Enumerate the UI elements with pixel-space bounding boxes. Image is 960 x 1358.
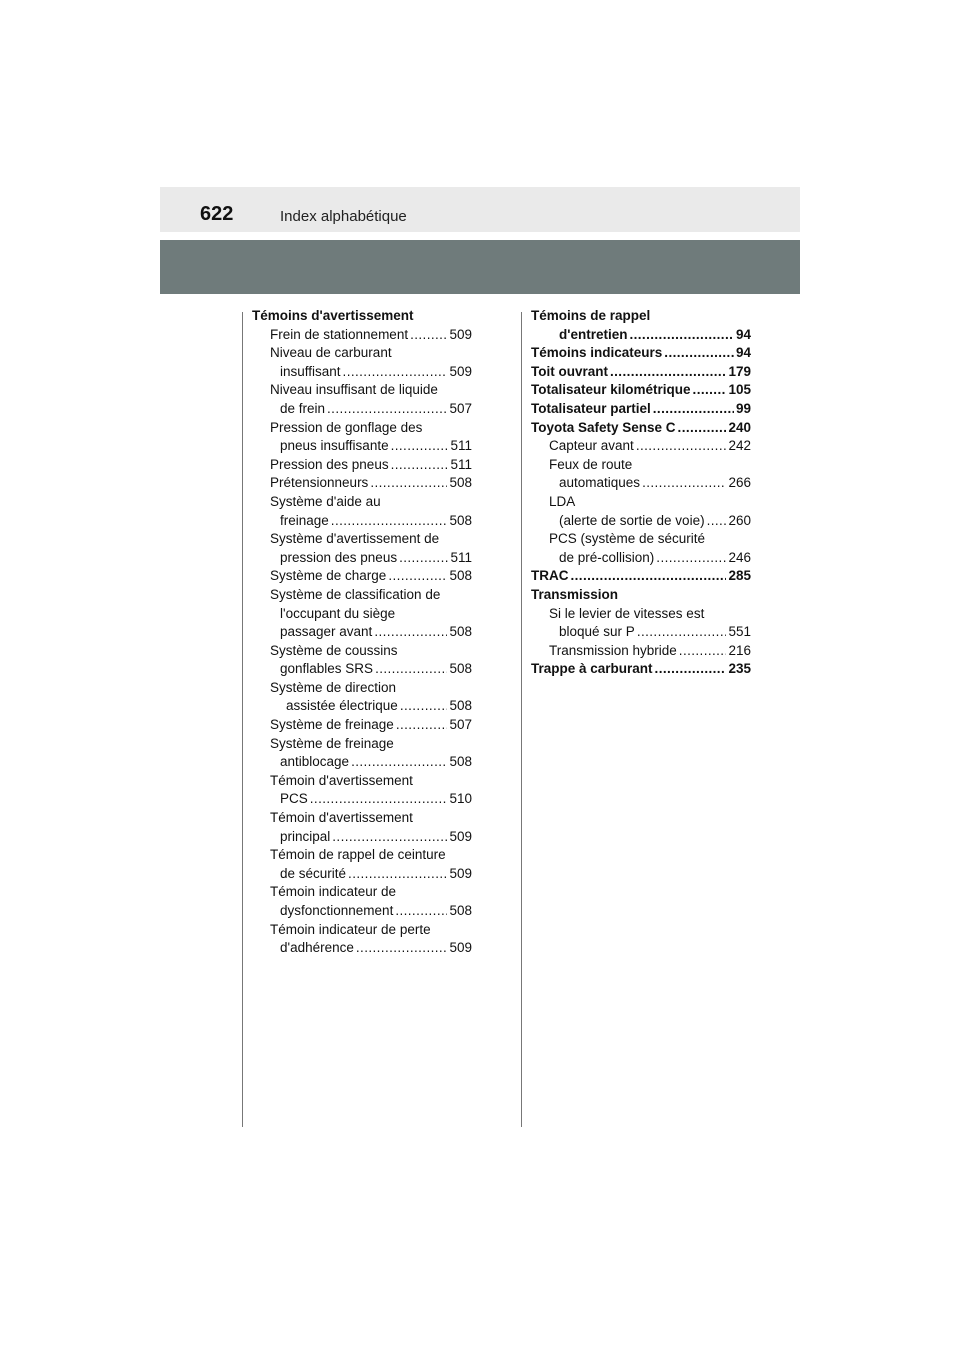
index-entry: [531, 344, 751, 363]
entry-label: Système de freinage: [270, 717, 394, 733]
dot-leader: [653, 400, 734, 419]
entry-label: Pression des pneus: [270, 456, 389, 472]
entry-page-number[interactable]: 508: [449, 698, 472, 714]
index-entry: [252, 790, 472, 809]
dot-leader: [664, 344, 734, 363]
entry-label: LDA: [549, 493, 576, 509]
index-entry: [531, 474, 751, 493]
header-band: [160, 240, 800, 294]
entry-page-number[interactable]: 509: [449, 326, 472, 342]
entry-label: pneus insuffisante: [280, 438, 389, 454]
entry-label: Système de direction: [270, 679, 397, 695]
entry-label: insuffisant: [280, 363, 341, 379]
dot-leader: [399, 549, 448, 568]
entry-label: Témoin d'avertissement: [270, 810, 413, 826]
index-entry: [252, 716, 472, 735]
index-entry: [252, 530, 472, 549]
index-entry: [252, 307, 472, 326]
entry-label: assistée électrique: [286, 698, 398, 714]
entry-page-number[interactable]: 510: [449, 791, 472, 807]
index-entry: [531, 586, 751, 605]
entry-label: pression des pneus: [280, 549, 398, 565]
index-entry: [252, 846, 472, 865]
entry-label: antiblocage: [280, 754, 350, 770]
entry-label: gonflables SRS: [280, 661, 374, 677]
entry-label: dysfonctionnement: [280, 903, 394, 918]
index-entry: [252, 679, 472, 698]
entry-label: Niveau de carburant: [270, 345, 392, 361]
index-entry: [252, 735, 472, 754]
entry-page-number[interactable]: 508: [449, 624, 472, 640]
entry-label: principal: [280, 828, 331, 844]
index-entry: [531, 456, 751, 475]
dot-leader: [343, 363, 448, 382]
index-entry: [252, 381, 472, 400]
entry-label: Système d'aide au: [270, 493, 381, 509]
dot-leader: [391, 437, 449, 456]
index-entry: [531, 381, 751, 400]
entry-label: Frein de stationnement: [270, 326, 409, 342]
dot-leader: [656, 549, 726, 568]
dot-leader: [375, 660, 447, 679]
entry-label: Témoins d'avertissement: [252, 308, 414, 323]
dot-leader: [370, 474, 447, 493]
dot-leader: [331, 512, 448, 531]
entry-page-number[interactable]: 242: [728, 438, 751, 454]
index-entry: [531, 437, 751, 456]
entry-page-number[interactable]: 99: [735, 400, 751, 416]
index-entry: [531, 326, 751, 345]
index-entry: [252, 642, 472, 661]
entry-label: TRAC: [531, 568, 569, 584]
dot-leader: [310, 790, 448, 809]
entry-label: Niveau insuffisant de liquide: [270, 382, 438, 398]
index-entry: [531, 419, 751, 438]
entry-page-number[interactable]: 260: [728, 512, 751, 528]
dot-leader: [332, 828, 447, 847]
index-entry: [252, 344, 472, 363]
entry-label: Si le levier de vitesses est: [549, 605, 705, 621]
entry-label: Système de charge: [270, 568, 387, 584]
index-entry: [252, 753, 472, 772]
entry-page-number[interactable]: 507: [449, 400, 472, 416]
entry-page-number[interactable]: 179: [728, 363, 751, 379]
index-entry: [252, 456, 472, 475]
entry-page-number[interactable]: 240: [728, 419, 751, 435]
dot-leader: [374, 623, 447, 642]
entry-page-number[interactable]: 508: [449, 754, 472, 770]
entry-page-number[interactable]: 508: [449, 512, 472, 528]
section-title: Index alphabétique: [280, 208, 407, 225]
entry-page-number[interactable]: 508: [449, 903, 472, 918]
index-entry: [252, 865, 472, 884]
entry-label: Témoin indicateur de perte: [270, 921, 431, 937]
index-entry: [531, 530, 751, 549]
entry-page-number[interactable]: 511: [450, 438, 472, 454]
entry-label: bloqué sur P: [559, 624, 635, 640]
entry-page-number[interactable]: 508: [449, 661, 472, 677]
dot-leader: [707, 512, 727, 531]
entry-label: Toit ouvrant: [531, 363, 608, 379]
index-entry: [252, 772, 472, 791]
dot-leader: [637, 623, 727, 642]
index-entry: [252, 512, 472, 531]
index-entry: [252, 400, 472, 419]
entry-label: freinage: [280, 512, 329, 528]
entry-page-number[interactable]: 511: [450, 549, 472, 565]
index-entry: [531, 400, 751, 419]
index-entry: [252, 567, 472, 586]
index-entry: [252, 474, 472, 493]
entry-page-number[interactable]: 507: [449, 717, 472, 733]
index-entry: [531, 363, 751, 382]
entry-page-number[interactable]: 94: [735, 326, 751, 342]
entry-page-number[interactable]: 216: [728, 642, 751, 658]
entry-page-number[interactable]: 285: [728, 568, 751, 584]
dot-leader: [636, 437, 727, 456]
index-entry: [252, 828, 472, 847]
entry-page-number[interactable]: 509: [449, 363, 472, 379]
index-entry: [531, 307, 751, 326]
index-entry: [252, 437, 472, 456]
index-entry: [252, 883, 472, 902]
page-number: 622: [200, 203, 234, 225]
dot-leader: [655, 660, 727, 679]
index-entry: [252, 697, 472, 716]
index-entry: [252, 660, 472, 679]
dot-leader: [679, 642, 727, 661]
dot-leader: [348, 865, 447, 884]
index-entry: [252, 586, 472, 605]
dot-leader: [610, 363, 726, 382]
dot-leader: [356, 939, 448, 958]
entry-page-number[interactable]: 509: [449, 940, 472, 956]
entry-page-number[interactable]: 509: [449, 828, 472, 844]
index-entry: [531, 605, 751, 624]
entry-label: automatiques: [559, 475, 641, 491]
index-column-right: [531, 307, 751, 679]
entry-label: Témoin de rappel de ceinture: [270, 847, 446, 863]
index-entry: [252, 363, 472, 382]
dot-leader: [388, 567, 447, 586]
entry-label: de pré-collision): [559, 549, 655, 565]
entry-page-number[interactable]: 266: [728, 475, 751, 491]
entry-label: Totalisateur kilométrique: [531, 382, 691, 398]
dot-leader: [693, 381, 727, 400]
entry-label: Témoins de rappel: [531, 308, 651, 323]
entry-page-number[interactable]: 511: [450, 456, 472, 472]
entry-label: Système de freinage: [270, 735, 394, 751]
entry-label: Prétensionneurs: [270, 475, 369, 491]
entry-label: passager avant: [280, 624, 373, 640]
entry-label: Témoin d'avertissement: [270, 772, 413, 788]
entry-label: Totalisateur partiel: [531, 400, 651, 416]
entry-label: l'occupant du siège: [280, 605, 396, 621]
index-entry: [531, 660, 751, 679]
index-entry: [252, 493, 472, 512]
index-entry: [531, 623, 751, 642]
index-entry: [531, 549, 751, 568]
entry-label: (alerte de sortie de voie): [559, 512, 705, 528]
entry-label: Témoin indicateur de: [270, 884, 397, 900]
index-entry: [252, 921, 472, 940]
dot-leader: [629, 326, 733, 345]
entry-label: Trappe à carburant: [531, 661, 653, 677]
entry-label: Système de classification de: [270, 586, 441, 602]
entry-page-number[interactable]: 246: [728, 549, 751, 565]
index-entry: [252, 605, 472, 624]
index-entry: [252, 809, 472, 828]
dot-leader: [410, 326, 447, 345]
index-entry: [252, 549, 472, 568]
column-divider: [242, 312, 243, 1127]
entry-label: de sécurité: [280, 865, 347, 881]
entry-page-number[interactable]: 105: [728, 382, 751, 398]
entry-page-number[interactable]: 551: [728, 624, 751, 640]
entry-label: de frein: [280, 400, 326, 416]
dot-leader: [400, 697, 448, 716]
entry-page-number[interactable]: 508: [449, 568, 472, 584]
entry-label: d'adhérence: [280, 940, 354, 956]
dot-leader: [395, 902, 447, 921]
dot-leader: [642, 474, 726, 493]
index-entry: [531, 493, 751, 512]
index-entry: [252, 902, 472, 921]
column-divider: [521, 312, 522, 1127]
entry-label: Feux de route: [549, 456, 633, 472]
entry-label: Transmission: [531, 586, 619, 602]
dot-leader: [391, 456, 449, 475]
entry-label: Transmission hybride: [549, 642, 677, 658]
entry-label: PCS: [280, 791, 308, 807]
index-entry: [252, 419, 472, 438]
entry-page-number[interactable]: 235: [728, 661, 751, 677]
dot-leader: [351, 753, 447, 772]
index-entry: [531, 642, 751, 661]
index-entry: [252, 939, 472, 958]
index-entry: [252, 623, 472, 642]
index-entry: [252, 326, 472, 345]
dot-leader: [571, 567, 727, 586]
entry-label: Pression de gonflage des: [270, 419, 423, 435]
header-bar: [160, 187, 800, 232]
index-column-left: [252, 307, 472, 958]
entry-label: Système de coussins: [270, 642, 398, 658]
index-entry: [531, 512, 751, 531]
dot-leader: [678, 419, 727, 438]
entry-page-number[interactable]: 94: [735, 345, 751, 361]
index-entry: [531, 567, 751, 586]
entry-page-number[interactable]: 508: [449, 475, 472, 491]
entry-label: Témoins indicateurs: [531, 345, 663, 361]
entry-label: Capteur avant: [549, 438, 634, 454]
entry-label: PCS (système de sécurité: [549, 531, 706, 547]
entry-label: Système d'avertissement de: [270, 531, 440, 547]
dot-leader: [396, 716, 448, 735]
entry-label: Toyota Safety Sense C: [531, 419, 676, 435]
dot-leader: [327, 400, 447, 419]
entry-label: d'entretien: [559, 326, 628, 342]
entry-page-number[interactable]: 509: [449, 865, 472, 881]
